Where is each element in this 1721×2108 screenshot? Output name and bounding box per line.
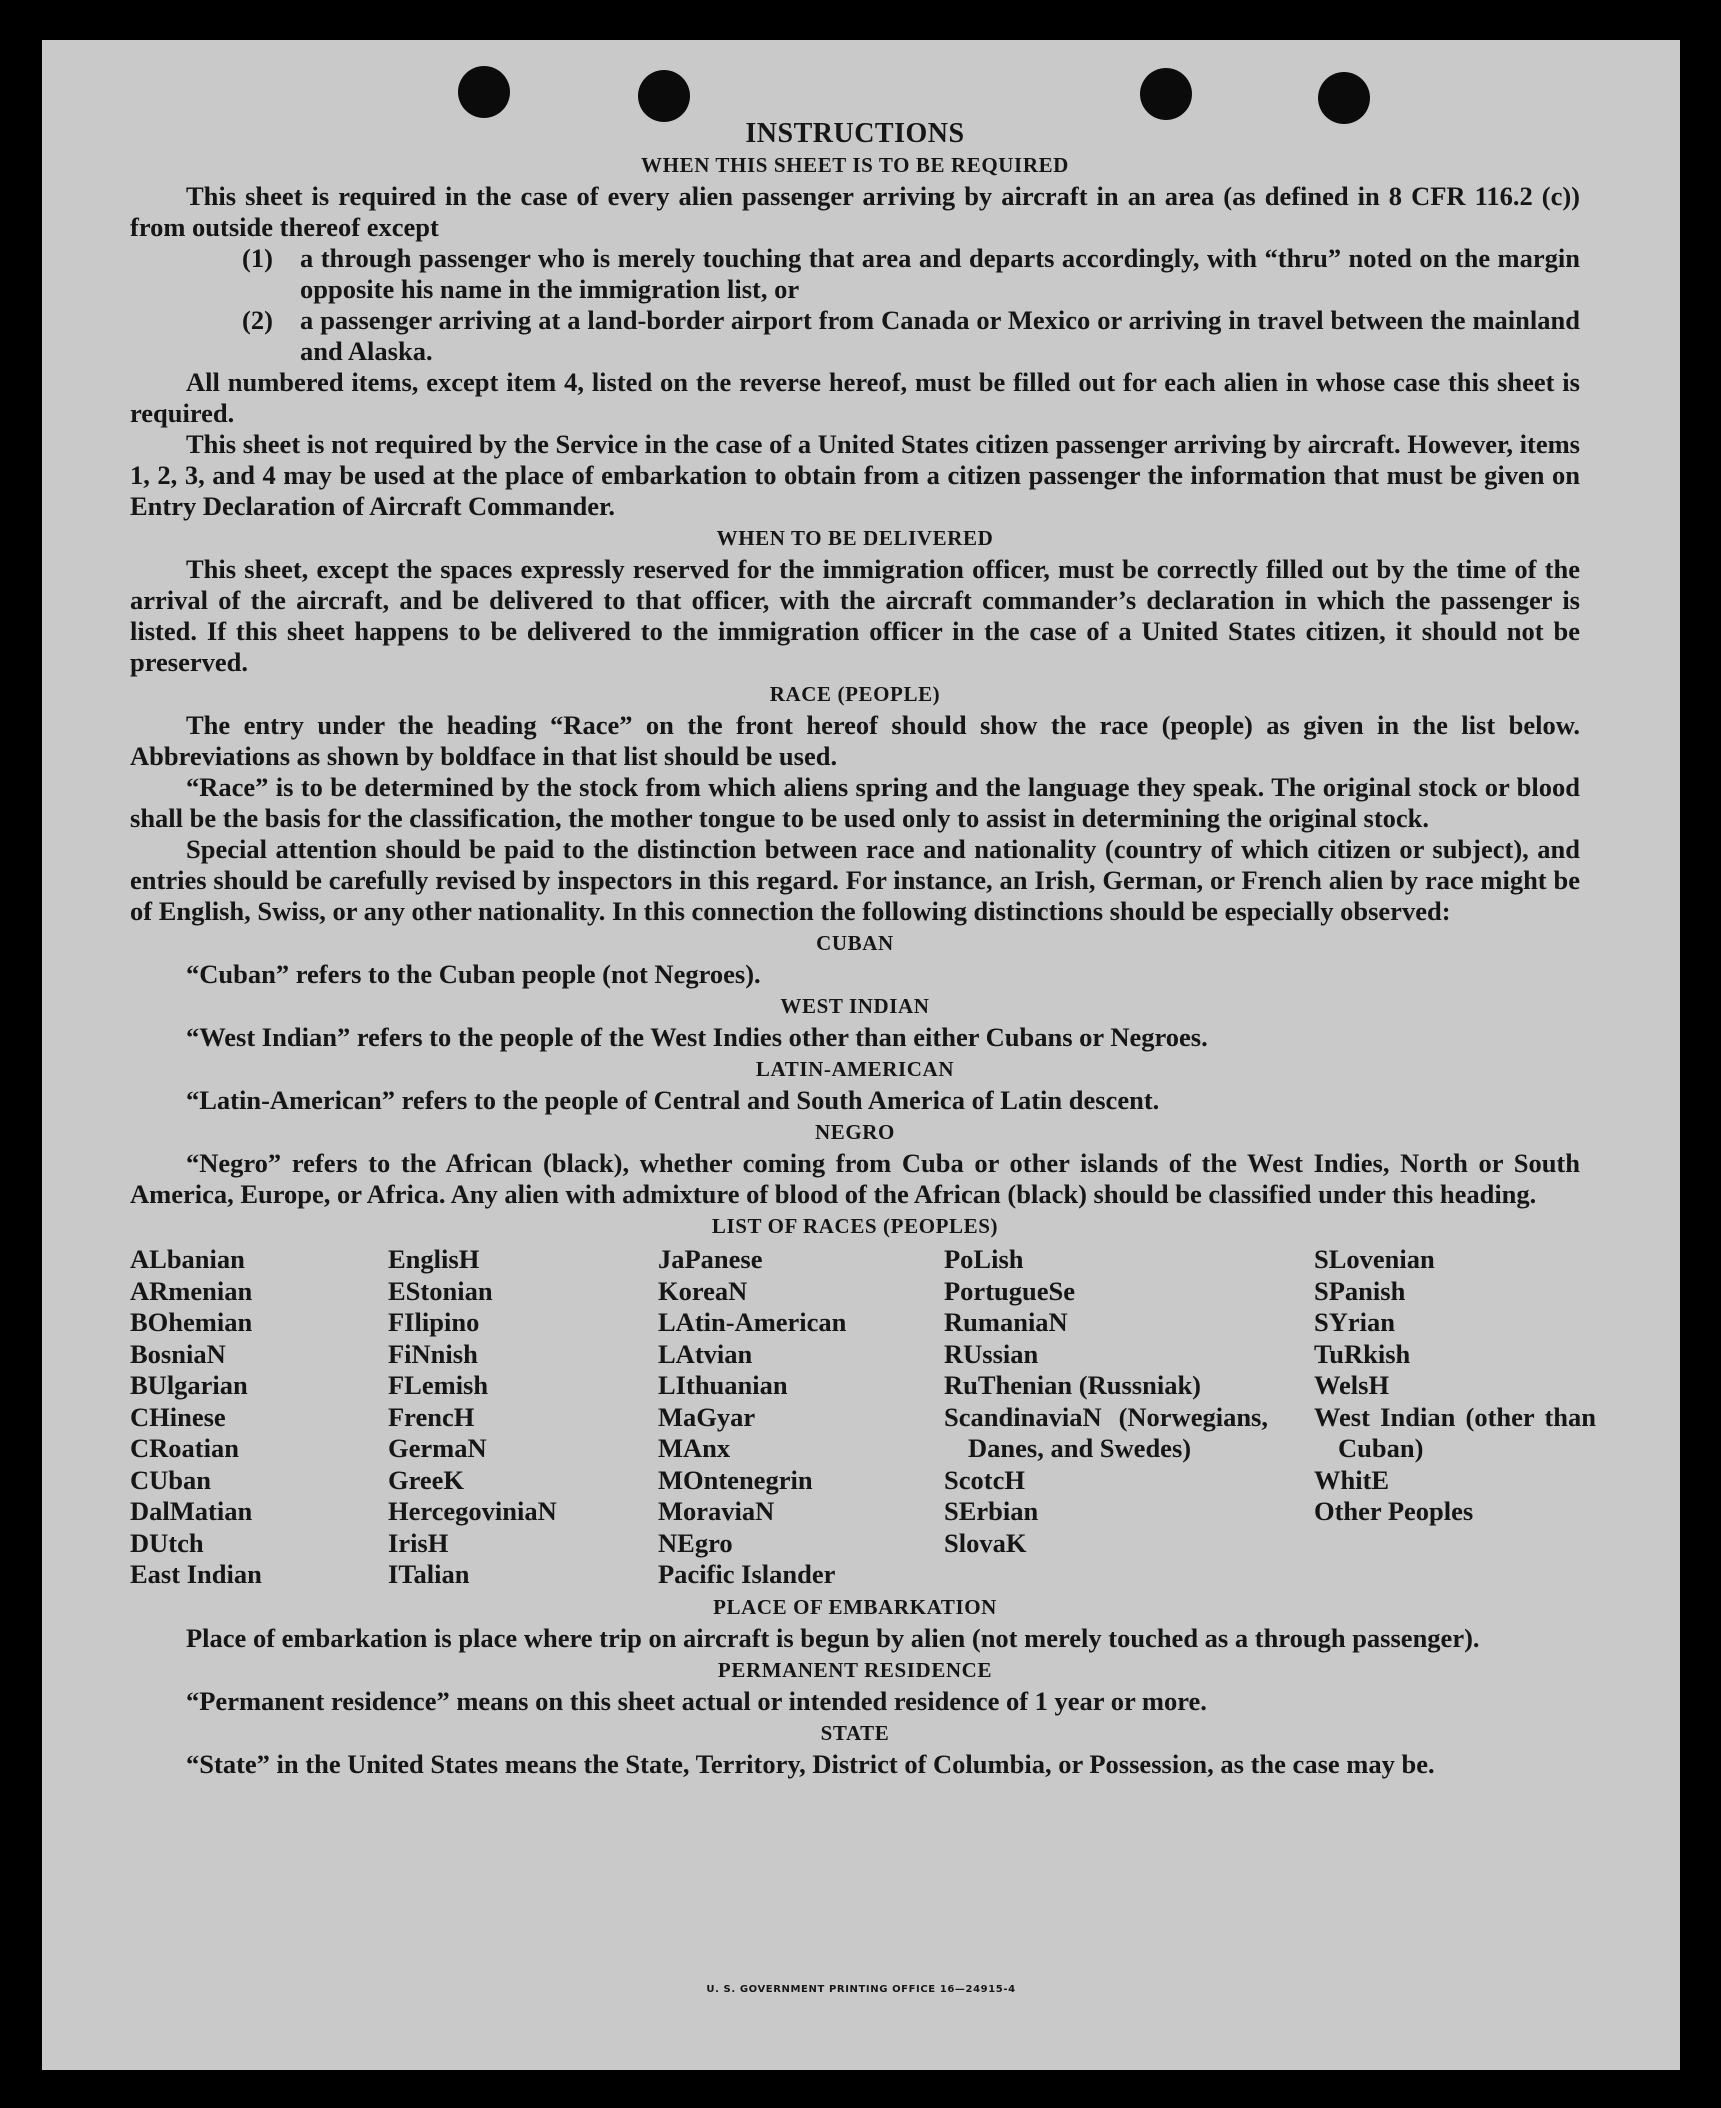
race-entry: SLovenian <box>1314 1244 1435 1274</box>
section-heading-negro: NEGRO <box>814 1120 895 1144</box>
race-entry: NEgro <box>658 1527 733 1558</box>
race-column <box>1314 1244 1596 1591</box>
section-heading-west-indian: WEST INDIAN <box>780 994 930 1018</box>
race-entry: SPanish <box>1314 1275 1406 1306</box>
paragraph: “State” in the United States means the State, Territory, District of Columbia, or Possession, as the case may be. <box>186 1748 1435 1779</box>
paragraph: “Permanent residence” means on this sheet actual or intended residence of 1 year or more. <box>186 1685 1207 1716</box>
race-entry: FIlipino <box>388 1307 480 1337</box>
section-heading-cuban: CUBAN <box>816 931 894 955</box>
section-heading-permanent-residence: PERMANENT RESIDENCE <box>717 1657 993 1682</box>
paragraph: “Latin-American” refers to the people of Central and South America of Latin descent. <box>186 1085 1160 1115</box>
race-entry: HercegoviniaN <box>388 1496 557 1526</box>
race-entry: West Indian (other than Cuban) <box>1314 1401 1596 1463</box>
section-heading-delivered: WHEN TO BE DELIVERED <box>716 526 994 550</box>
paragraph: All numbered items, except item 4, listed on the reverse hereof, must be filled out for each alien in whose case this sheet is required. <box>130 367 1580 428</box>
list-item <box>242 305 1580 367</box>
punch-hole <box>1140 68 1192 120</box>
race-entry: MAnx <box>658 1433 731 1463</box>
race-entry: SlovaK <box>944 1527 1027 1558</box>
race-entry: DUtch <box>130 1527 204 1558</box>
race-entry: FrencH <box>388 1401 475 1432</box>
section-heading-state: STATE <box>820 1720 890 1745</box>
race-entry: LAtin-American <box>658 1307 847 1337</box>
race-entry: EStonian <box>388 1275 493 1306</box>
race-entry: FiNnish <box>388 1338 478 1369</box>
race-entry: GermaN <box>388 1433 487 1463</box>
race-entry: RUssian <box>944 1338 1039 1369</box>
race-entry: WelsH <box>1314 1370 1390 1400</box>
paragraph: “West Indian” refers to the people of the West Indies other than either Cubans or Negroes. <box>186 1022 1208 1052</box>
section-heading-embarkation: PLACE OF EMBARKATION <box>713 1594 997 1619</box>
race-entry: ScandinaviaN (Norwegians, Danes, and Swedes) <box>944 1401 1268 1463</box>
race-entry: FLemish <box>388 1370 489 1400</box>
item-text: a through passenger who is merely touching that area and departs accordingly, with “thru” noted on the margin opposite his name in the immigration list, or <box>300 243 1580 304</box>
list-item <box>242 243 1580 305</box>
section-heading-list-of-races: LIST OF RACES (PEOPLES) <box>711 1214 999 1238</box>
race-entry: LIthuanian <box>658 1370 788 1400</box>
race-entry: MoraviaN <box>658 1496 775 1526</box>
race-entry: PoLish <box>944 1244 1024 1274</box>
item-text: a passenger arriving at a land-border airport from Canada or Mexico or arriving in travel between the mainland and Alaska. <box>300 305 1580 366</box>
race-entry: TuRkish <box>1314 1338 1411 1369</box>
race-entry: IrisH <box>388 1527 449 1558</box>
race-entry: PortugueSe <box>944 1275 1076 1306</box>
race-entry: Pacific Islander <box>658 1559 836 1589</box>
race-entry: ScotcH <box>944 1464 1025 1495</box>
punch-hole <box>1318 72 1370 124</box>
paragraph: This sheet, except the spaces expressly reserved for the immigration officer, must be correctly filled out by the time of the arrival of the aircraft, and be delivered to that officer, with the aircraft commander’s declaration in which the passenger is listed. If this sheet happens to be delivered to the immigration officer in the case of a United States citizen, it should not be preserved. <box>130 554 1580 677</box>
race-entry: MOntenegrin <box>658 1464 813 1495</box>
race-entry: Other Peoples <box>1314 1496 1474 1526</box>
race-entry: RuThenian (Russniak) <box>944 1370 1202 1400</box>
paragraph: Special attention should be paid to the distinction between race and nationality (country of which citizen or subject), and entries should be carefully revised by inspectors in this regard. For instance, an Irish, German, or French alien by race might be of English, Swiss, or any other nationality. In this connection the following distinctions should be especially observed: <box>130 834 1580 926</box>
race-entry: BUlgarian <box>130 1370 248 1400</box>
race-entry: CHinese <box>130 1401 226 1432</box>
race-entry: ITalian <box>388 1559 470 1589</box>
punch-hole <box>458 66 510 118</box>
section-heading-race: RACE (PEOPLE) <box>769 682 941 706</box>
race-column <box>944 1244 1314 1591</box>
paragraph: “Race” is to be determined by the stock from which aliens spring and the language they speak. The original stock or blood shall be the basis for the classification, the mother tongue to be used only to assist in determining the original stock. <box>130 772 1580 833</box>
race-entry: CRoatian <box>130 1433 239 1463</box>
paragraph: The entry under the heading “Race” on the front hereof should show the race (people) as given in the list below. Abbreviations as shown by boldface in that list should be used. <box>130 710 1580 771</box>
paragraph: This sheet is not required by the Service in the case of a United States citizen passenger arriving by aircraft. However, items 1, 2, 3, and 4 may be used at the place of embarkation to obtain from a citizen passenger the information that must be given on Entry Declaration of Aircraft Commander. <box>130 429 1580 521</box>
race-entry: RumaniaN <box>944 1307 1068 1337</box>
race-column <box>130 1244 388 1591</box>
race-entry: KoreaN <box>658 1275 748 1306</box>
race-entry: GreeK <box>388 1464 465 1495</box>
race-entry: EnglisH <box>388 1244 480 1274</box>
race-list <box>130 1244 1596 1591</box>
race-entry: WhitE <box>1314 1464 1390 1495</box>
race-column <box>658 1244 944 1591</box>
paragraph: “Negro” refers to the African (black), whether coming from Cuba or other islands of the West Indies, North or South America, Europe, or Africa. Any alien with admixture of blood of the African (black) should be classified under this heading. <box>130 1148 1580 1209</box>
race-entry: DalMatian <box>130 1496 253 1526</box>
paragraph: Place of embarkation is place where trip on aircraft is begun by alien (not merely touched as a through passenger). <box>186 1622 1480 1653</box>
instructions-body <box>130 118 1596 1780</box>
item-number: (2) <box>242 305 273 335</box>
item-number: (1) <box>242 243 273 273</box>
printing-office-footer: U. S. GOVERNMENT PRINTING OFFICE 16—24915-4 <box>706 1984 1016 1995</box>
race-entry: East Indian <box>130 1559 262 1589</box>
race-entry: ALbanian <box>130 1244 245 1274</box>
page-title: INSTRUCTIONS <box>745 118 965 149</box>
race-entry: BOhemian <box>130 1307 253 1337</box>
paragraph: This sheet is required in the case of every alien passenger arriving by aircraft in an area (as defined in 8 CFR 116.2 (c)) from outside thereof except <box>130 181 1580 242</box>
punch-hole <box>638 70 690 122</box>
race-entry: BosniaN <box>130 1338 226 1369</box>
paragraph: “Cuban” refers to the Cuban people (not Negroes). <box>186 959 761 989</box>
race-column <box>388 1244 658 1591</box>
race-entry: MaGyar <box>658 1401 756 1432</box>
section-heading-latin-american: LATIN-AMERICAN <box>755 1057 955 1081</box>
section-heading-required: WHEN THIS SHEET IS TO BE REQUIRED <box>641 153 1069 177</box>
race-entry: CUban <box>130 1464 212 1495</box>
form-sheet <box>42 40 1680 2070</box>
race-entry: ARmenian <box>130 1275 253 1306</box>
race-entry: SYrian <box>1314 1307 1395 1337</box>
race-entry: LAtvian <box>658 1338 753 1369</box>
race-entry: JaPanese <box>658 1244 763 1274</box>
race-entry: SErbian <box>944 1496 1039 1526</box>
